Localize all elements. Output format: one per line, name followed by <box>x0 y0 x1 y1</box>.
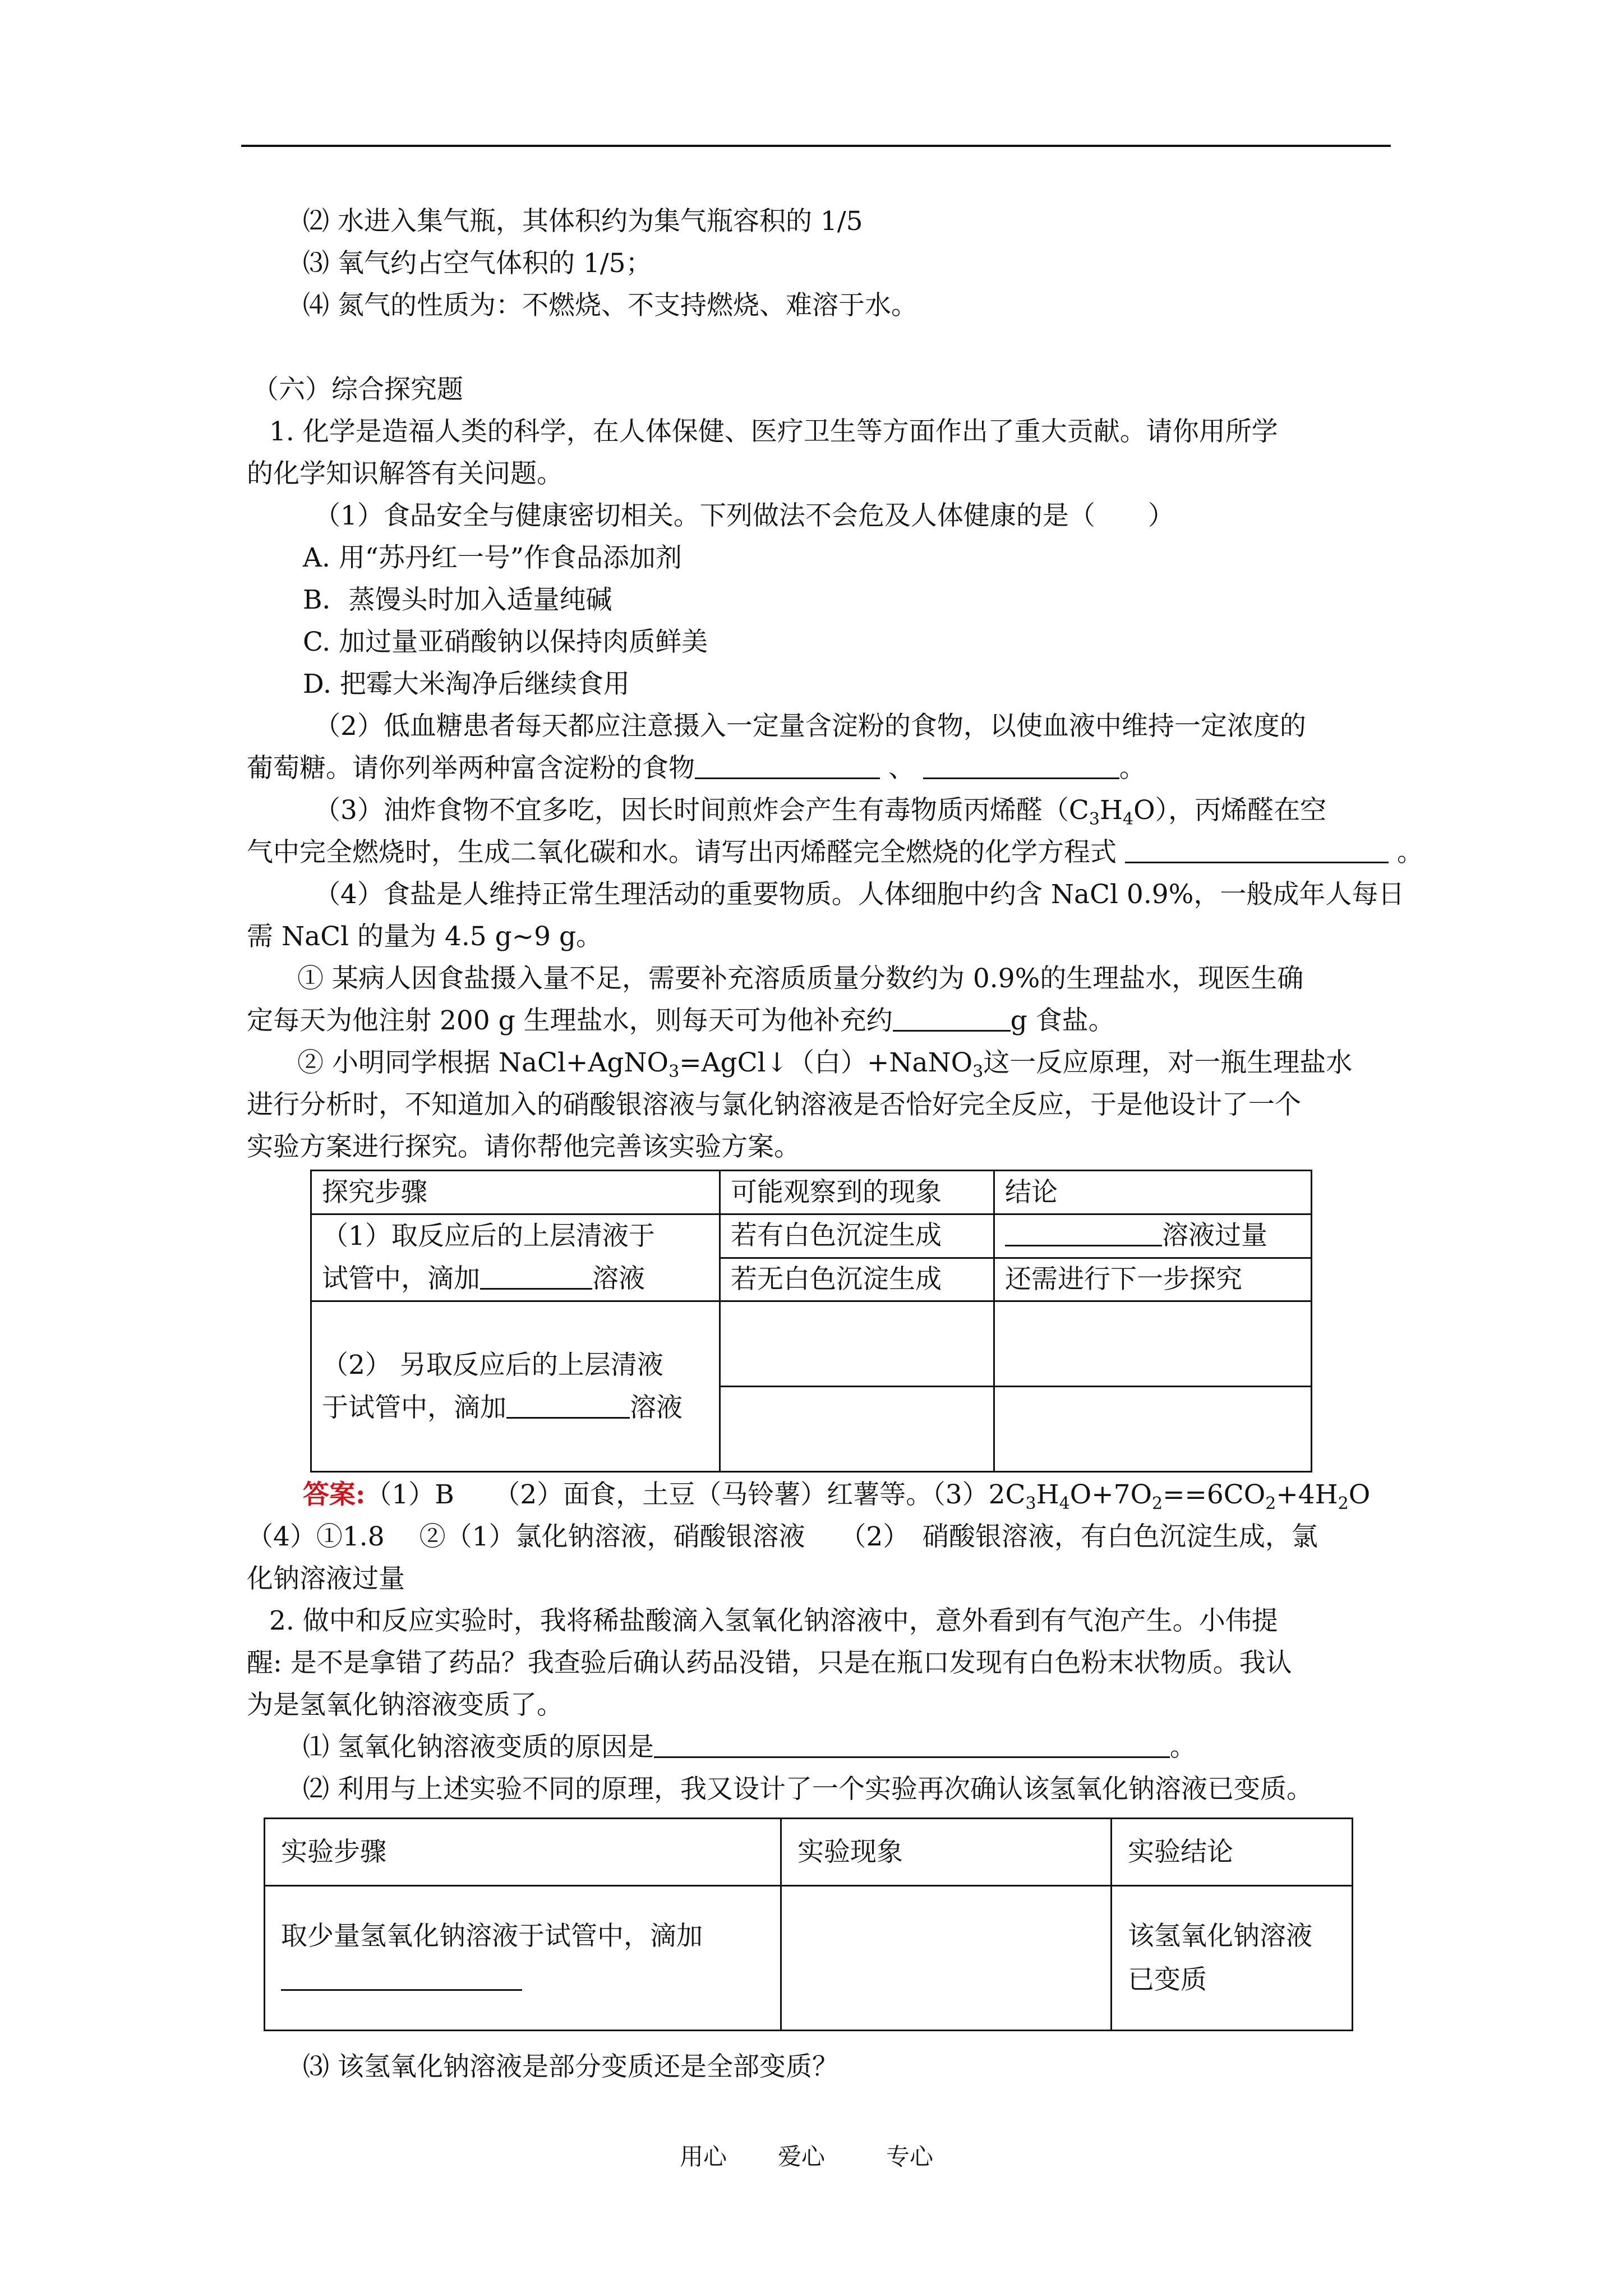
q1-part-2-line-1: （2）低血糖患者每天都应注意摄入一定量含淀粉的食物，以使血液中维持一定浓度的 <box>314 711 1306 742</box>
subscript: 2 <box>1338 1494 1349 1513</box>
option-c: C. 加过量亚硝酸钠以保持肉质鲜美 <box>303 627 708 657</box>
prev-item-2: ⑵ 水进入集气瓶，其体积约为集气瓶容积的 1/5 <box>303 206 863 237</box>
subscript: 4 <box>1122 809 1134 829</box>
subscript: 4 <box>1059 1494 1070 1513</box>
option-a: A. 用“苏丹红一号”作食品添加剂 <box>303 542 682 573</box>
answer-blank[interactable] <box>480 1264 592 1290</box>
subscript: 3 <box>972 1062 984 1082</box>
text: H <box>1036 1479 1059 1510</box>
answer-blank[interactable] <box>654 1733 1170 1758</box>
answer-blank[interactable] <box>506 1393 630 1419</box>
cell-text: （2） 另取反应后的上层清液 <box>322 1349 663 1381</box>
subscript: 3 <box>1089 809 1100 829</box>
text: ==6CO <box>1163 1479 1266 1510</box>
table-cell-phenomenon: 若有白色沉淀生成 <box>720 1214 994 1258</box>
q1-intro-line-2: 的化学知识解答有关问题。 <box>247 458 563 489</box>
cell-text: 已变质 <box>1128 1964 1207 1995</box>
subscript: 2 <box>1152 1494 1163 1513</box>
subscript: 3 <box>668 1062 680 1082</box>
q1-intro-line-1: 1. 化学是造福人类的科学，在人体保健、医疗卫生等方面作出了重大贡献。请你用所学 <box>269 416 1278 447</box>
cell-text: 取少量氢氧化钠溶液于试管中，滴加 <box>281 1920 703 1952</box>
sub-question-2-line-1 <box>297 1046 1352 1089</box>
q2-part-1 <box>303 1731 1196 1764</box>
answer-1-line-1 <box>303 1478 1370 1521</box>
text: O <box>1348 1479 1371 1510</box>
q1-part-2-text: 葡萄糖。请你列举两种富含淀粉的食物 <box>247 753 695 784</box>
table-header-phenomena: 实验现象 <box>781 1819 1112 1886</box>
cell-text: 该氢氧化钠溶液 <box>1128 1920 1312 1952</box>
cell-text: （1）取反应后的上层清液于 <box>322 1221 655 1251</box>
option-d: D. 把霉大米淘净后继续食用 <box>303 669 630 700</box>
text: +4H <box>1276 1479 1338 1510</box>
q1-part-3-line-2 <box>247 836 1423 869</box>
cell-text: 溶液过量 <box>1162 1220 1267 1251</box>
q2-line-1: 2. 做中和反应实验时，我将稀盐酸滴入氢氧化钠溶液中，意外看到有气泡产生。小伟提 <box>269 1605 1278 1636</box>
table-cell-conclusion: 还需进行下一步探究 <box>994 1258 1312 1301</box>
cell-line <box>322 1387 709 1429</box>
table-header-conclusion: 结论 <box>994 1171 1312 1214</box>
table-header-phenomena: 可能观察到的现象 <box>720 1171 994 1214</box>
text: 气中完全燃烧时，生成二氧化碳和水。请写出丙烯醛完全燃烧的化学方程式 <box>247 837 1125 868</box>
q1-part-4-line-2: 需 NaCl 的量为 4.5 g~9 g。 <box>247 921 603 952</box>
sub-question-2-line-2: 进行分析时，不知道加入的硝酸银溶液与氯化钠溶液是否恰好完全反应，于是他设计了一个 <box>247 1089 1301 1120</box>
q2-line-2: 醒: 是不是拿错了药品？我查验后确认药品没错，只是在瓶口发现有白色粉末状物质。我认 <box>247 1648 1292 1678</box>
answer-blank[interactable] <box>923 754 1119 779</box>
table-cell-step <box>265 1886 781 2031</box>
text: O），丙烯醛在空 <box>1133 795 1327 826</box>
text: ② 小明同学根据 NaCl+AgNO <box>297 1047 669 1078</box>
prev-item-3: ⑶ 氧气约占空气体积的 1/5； <box>303 248 652 279</box>
table-cell-empty[interactable] <box>994 1301 1312 1387</box>
answer-blank[interactable] <box>893 1006 1011 1032</box>
cell-text: 于试管中，滴加 <box>322 1392 506 1423</box>
q1-part-2-line-2 <box>247 752 1146 785</box>
text: g 食盐。 <box>1010 1005 1115 1036</box>
table-cell-conclusion <box>1112 1886 1353 2031</box>
header-rule <box>241 145 1391 147</box>
table-header-steps: 实验步骤 <box>265 1819 781 1886</box>
sub-question-1-line-1: ① 某病人因食盐摄入量不足，需要补充溶质质量分数约为 0.9%的生理盐水，现医生确 <box>297 963 1304 994</box>
q1-part-4-line-1: （4）食盐是人维持正常生理活动的重要物质。人体细胞中约含 NaCl 0.9%，一般成年人每日 <box>314 879 1405 910</box>
text: 定每天为他注射 200 g 生理盐水，则每天可为他补充约 <box>247 1005 893 1036</box>
period: 。 <box>1119 753 1146 784</box>
q2-part-3: ⑶ 该氢氧化钠溶液是部分变质还是全部变质？ <box>303 2051 838 2082</box>
text: =AgCl↓（白）+NaNO <box>679 1047 973 1078</box>
section-title: （六）综合探究题 <box>252 374 463 405</box>
table-cell-empty[interactable] <box>994 1387 1312 1472</box>
table-cell-phenomenon: 若无白色沉淀生成 <box>720 1258 994 1301</box>
q1-part-1: （1）食品安全与健康密切相关。下列做法不会危及人体健康的是（ ） <box>314 500 1174 531</box>
text: （1）B （2）面食，土豆（马铃薯）红薯等。（3）2C <box>365 1479 1026 1510</box>
footer-text-2: 爱心 <box>778 2143 826 2170</box>
period: 。 <box>1169 1732 1196 1763</box>
table-cell-empty[interactable] <box>781 1886 1112 2031</box>
cell-line <box>281 1958 770 2002</box>
table-header-steps: 探究步骤 <box>311 1171 720 1214</box>
q1-part-3-line-1 <box>314 794 1326 836</box>
answer-1-line-2: （4）①1.8 ②（1）氯化钠溶液，硝酸银溶液 （2） 硝酸银溶液，有白色沉淀生成，氯 <box>247 1521 1318 1552</box>
subscript: 3 <box>1025 1494 1036 1513</box>
footer-text-1: 用心 <box>680 2143 727 2170</box>
experiment-table-2 <box>264 1818 1353 2031</box>
sub-question-1-line-2 <box>247 1004 1115 1038</box>
answer-label: 答案: <box>303 1479 366 1510</box>
cell-line <box>322 1258 709 1300</box>
footer-text-3: 专心 <box>886 2143 934 2170</box>
separator: 、 <box>880 753 923 784</box>
text: ⑴ 氢氧化钠溶液变质的原因是 <box>303 1732 654 1763</box>
text: O+7O <box>1069 1479 1152 1510</box>
table-cell-empty[interactable] <box>720 1387 994 1472</box>
table-cell-conclusion <box>994 1214 1312 1258</box>
table-cell-empty[interactable] <box>720 1301 994 1387</box>
cell-text: 试管中，滴加 <box>322 1263 480 1294</box>
answer-blank[interactable] <box>281 1966 522 1991</box>
option-b: B．蒸馒头时加入适量纯碱 <box>303 585 612 615</box>
answer-blank[interactable] <box>1125 838 1389 863</box>
text: 这一反应原理，对一瓶生理盐水 <box>983 1047 1353 1078</box>
cell-text: 溶液 <box>592 1263 645 1294</box>
experiment-table-1 <box>310 1170 1312 1473</box>
table-header-conclusion: 实验结论 <box>1112 1819 1353 1886</box>
period: 。 <box>1388 837 1423 868</box>
q2-line-3: 为是氢氧化钠溶液变质了。 <box>247 1690 563 1720</box>
answer-blank[interactable] <box>1005 1221 1162 1246</box>
subscript: 2 <box>1265 1494 1276 1513</box>
text: H <box>1099 795 1123 826</box>
cell-text: 溶液 <box>630 1392 683 1423</box>
text: （3）油炸食物不宜多吃，因长时间煎炸会产生有毒物质丙烯醛（C <box>314 795 1089 826</box>
answer-1-line-3: 化钠溶液过量 <box>247 1563 405 1594</box>
answer-blank[interactable] <box>695 754 880 779</box>
q2-part-2: ⑵ 利用与上述实验不同的原理，我又设计了一个实验再次确认该氢氧化钠溶液已变质。 <box>303 1774 1313 1805</box>
sub-question-2-line-3: 实验方案进行探究。请你帮他完善该实验方案。 <box>247 1131 800 1162</box>
table-cell-step-1 <box>311 1214 720 1301</box>
prev-item-4: ⑷ 氮气的性质为：不燃烧、不支持燃烧、难溶于水。 <box>303 290 917 321</box>
table-cell-step-2 <box>311 1301 720 1472</box>
